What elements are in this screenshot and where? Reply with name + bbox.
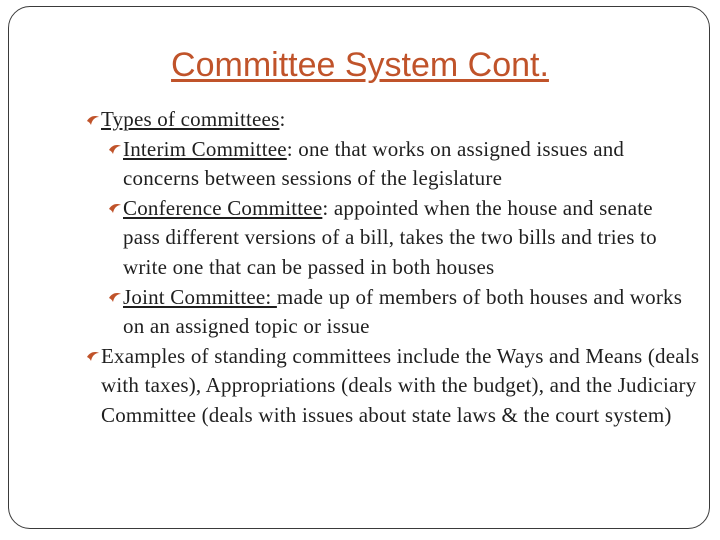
desc-joint: made up of members of both houses and works on an assigned topic or issue bbox=[123, 284, 683, 339]
list-item-types bbox=[0, 105, 701, 135]
term-types: Types of committees bbox=[101, 107, 280, 131]
desc-conference: : appointed when the house and senate pass different versions of a bill, takes the two bills and tries to write one that can be passed in both houses bbox=[123, 195, 657, 279]
swoosh-bullet-icon bbox=[84, 105, 101, 134]
slide-body bbox=[0, 105, 720, 431]
list-item-examples bbox=[0, 342, 701, 431]
list-item-interim bbox=[0, 135, 683, 194]
term-conference: Conference Committee bbox=[123, 195, 323, 220]
desc-types: : bbox=[279, 107, 286, 131]
list-item-conference bbox=[0, 194, 683, 283]
term-joint: Joint Committee: bbox=[123, 284, 277, 309]
swoosh-bullet-icon bbox=[84, 342, 101, 371]
swoosh-bullet-icon bbox=[106, 135, 123, 164]
list-item-joint bbox=[0, 283, 683, 342]
swoosh-bullet-icon bbox=[106, 194, 123, 223]
desc-interim: : one that works on assigned issues and concerns between sessions of the legislature bbox=[123, 136, 625, 191]
term-interim: Interim Committee bbox=[123, 136, 287, 161]
text-examples: Examples of standing committees include the Ways and Means (deals with taxes), Appropriations (deals with the budget), and the Judiciary Committee (deals with issues about state laws & the court system) bbox=[101, 343, 700, 427]
slide-title: Committee System Cont. bbox=[171, 46, 549, 84]
swoosh-bullet-icon bbox=[106, 283, 123, 312]
